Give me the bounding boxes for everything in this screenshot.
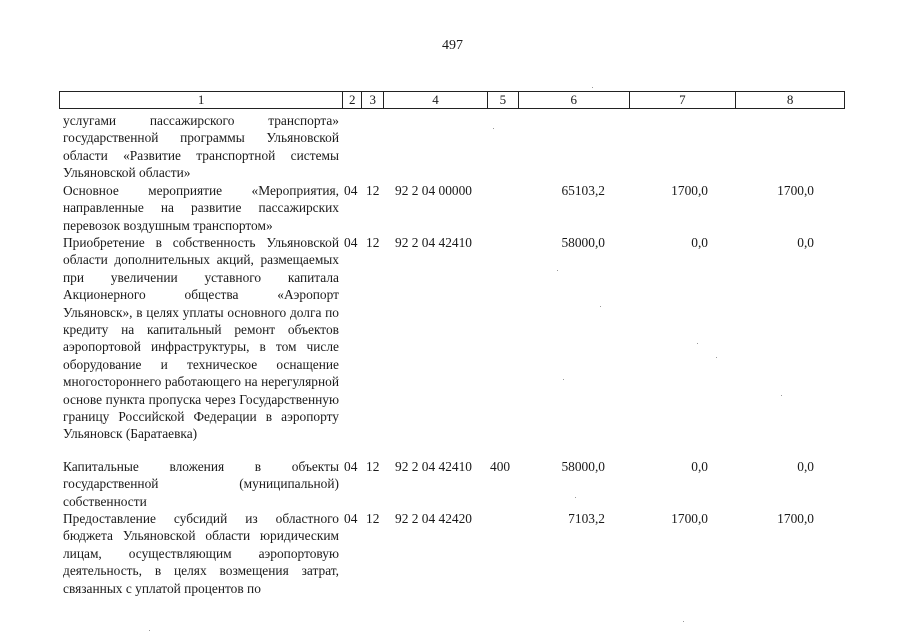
row-amount-col6: 58000,0 bbox=[561, 459, 605, 474]
row-section: 04 bbox=[344, 183, 358, 198]
row-expense-type: 400 bbox=[490, 459, 511, 474]
row-description: Капитальные вложения в объекты государственной (муниципальной) собственности bbox=[63, 459, 339, 509]
column-header-2: 2 bbox=[342, 92, 361, 108]
row-amount-col8: 0,0 bbox=[797, 235, 814, 250]
row-description: Предоставление субсидий из областного бюджета Ульяновской области юридическим лицам, осуществляющим аэропортовую деятельность, в целях возмещения затрат, связанных с уплатой процентов по bbox=[63, 511, 339, 596]
column-header-7: 7 bbox=[629, 92, 736, 108]
row-amount-col6: 58000,0 bbox=[561, 235, 605, 250]
column-header-6: 6 bbox=[518, 92, 629, 108]
column-header-1: 1 bbox=[197, 92, 205, 107]
row-amount-col6: 65103,2 bbox=[561, 183, 605, 198]
row-section: 04 bbox=[344, 511, 358, 526]
row-amount-col8: 1700,0 bbox=[777, 511, 814, 526]
row-amount-col6: 7103,2 bbox=[568, 511, 605, 526]
column-header-4: 4 bbox=[383, 92, 487, 108]
row-subsection: 12 bbox=[366, 183, 380, 198]
row-target-article: 92 2 04 42410 bbox=[395, 459, 472, 474]
row-section: 04 bbox=[344, 459, 358, 474]
row-amount-col8: 0,0 bbox=[797, 459, 814, 474]
row-target-article: 92 2 04 42410 bbox=[395, 235, 472, 250]
row-description: Приобретение в собственность Ульяновской области дополнительных акций, размещаемых при увеличении уставного капитала Акционерного общества «Аэропорт Ульяновск», в целях уплаты основного долга по кредиту на капитальный ремонт объектов аэропортовой инфраструктуры, в том числе оборудование и техническое оснащение многостороннего работающего на нерегулярной основе пункта пропуска через Государственную границу Российской Федерации в аэропорту Ульяновск (Баратаевка) bbox=[63, 235, 339, 442]
row-subsection: 12 bbox=[366, 511, 380, 526]
row-amount-col7: 0,0 bbox=[691, 459, 708, 474]
row-description: Основное мероприятие «Мероприятия, направленные на развитие пассажирских перевозок воздушным транспортом» bbox=[63, 183, 339, 233]
column-header-3: 3 bbox=[361, 92, 383, 108]
row-amount-col7: 0,0 bbox=[691, 235, 708, 250]
column-header-5: 5 bbox=[487, 92, 518, 108]
row-amount-col7: 1700,0 bbox=[671, 511, 708, 526]
row-target-article: 92 2 04 00000 bbox=[395, 183, 472, 198]
row-section: 04 bbox=[344, 235, 358, 250]
column-header-8: 8 bbox=[735, 92, 844, 108]
row-amount-col8: 1700,0 bbox=[777, 183, 814, 198]
row-subsection: 12 bbox=[366, 459, 380, 474]
table-column-header bbox=[59, 91, 845, 109]
row-target-article: 92 2 04 42420 bbox=[395, 511, 472, 526]
row-description: услугами пассажирского транспорта» государственной программы Ульяновской области «Развитие транспортной системы Ульяновской области» bbox=[63, 113, 339, 181]
row-subsection: 12 bbox=[366, 235, 380, 250]
page-number: 497 bbox=[442, 38, 463, 53]
row-amount-col7: 1700,0 bbox=[671, 183, 708, 198]
